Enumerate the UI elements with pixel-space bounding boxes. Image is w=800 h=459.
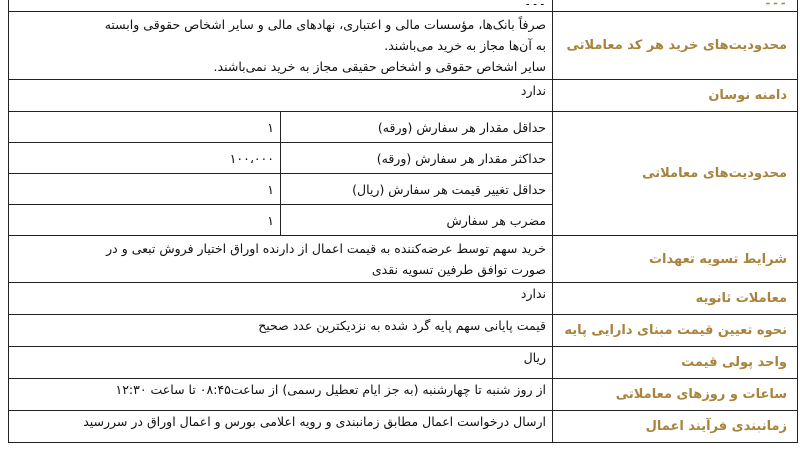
trade-limit-value: ۱۰۰،۰۰۰ (9, 143, 281, 174)
row-value-exercise: ارسال درخواست اعمال مطابق زمانبندی و رویه اعلامی بورس و اعمال اوراق در سررسید (9, 411, 553, 443)
row-value-hours: از روز شنبه تا چهارشنبه (به جز ایام تعطیل رسمی) از ساعت۰۸:۴۵ تا ساعت ۱۲:۳۰ (9, 379, 553, 411)
contract-specs-table (8, 0, 798, 443)
row-secondary (9, 283, 798, 315)
row-top-cutoff (9, 0, 798, 12)
row-label-hours: ساعات و روزهای معاملاتی (553, 379, 798, 411)
trade-limit-name: حداقل تغییر قیمت هر سفارش (ریال) (281, 174, 553, 205)
row-value-fluctuation: ندارد (9, 80, 553, 112)
row-label-base-price: نحوه تعیین قیمت مبنای دارایی پایه (553, 315, 798, 347)
row-base-price (9, 315, 798, 347)
row-value-top: ۔۔۔ (9, 0, 553, 12)
row-label-exercise: زمانبندی فرآیند اعمال (553, 411, 798, 443)
row-fluctuation (9, 80, 798, 112)
buy-limits-line-1: صرفاً بانک‌ها، مؤسسات مالی و اعتباری، نهادهای مالی و سایر اشخاص حقوقی وابسته (104, 17, 546, 32)
row-value-secondary: ندارد (9, 283, 553, 315)
row-label-fluctuation: دامنه نوسان (553, 80, 798, 112)
buy-limits-line-3: سایر اشخاص حقوقی و اشخاص حقیقی مجاز به خرید نمی‌باشند. (213, 59, 546, 74)
row-label-buy-limits: محدودیت‌های خرید هر کد معاملاتی (553, 12, 798, 80)
row-exercise (9, 411, 798, 443)
row-currency (9, 347, 798, 379)
row-label-settlement: شرایط تسویه تعهدات (553, 236, 798, 283)
row-value-buy-limits (9, 12, 553, 80)
trade-limit-name: حداقل مقدار هر سفارش (ورقه) (281, 112, 553, 143)
row-settlement (9, 236, 798, 283)
row-hours (9, 379, 798, 411)
trade-limit-value: ۱ (9, 174, 281, 205)
row-label-currency: واحد پولی قیمت (553, 347, 798, 379)
settlement-line-1: خرید سهم توسط عرضه‌کننده به قیمت اعمال از دارنده اوراق اختیار فروش تبعی و در (106, 241, 546, 256)
trade-limit-value: ۱ (9, 112, 281, 143)
trade-limit-name: مضرب هر سفارش (281, 205, 553, 236)
row-label-top: ۔۔۔ (553, 0, 798, 12)
row-trade-limits-1 (9, 112, 798, 143)
row-value-settlement (9, 236, 553, 283)
trade-limit-name: حداکثر مقدار هر سفارش (ورقه) (281, 143, 553, 174)
row-value-currency: ریال (9, 347, 553, 379)
trade-limit-value: ۱ (9, 205, 281, 236)
settlement-line-2: صورت توافق طرفین تسویه نقدی (371, 262, 546, 277)
row-label-trade-limits: محدودیت‌های معاملاتی (553, 112, 798, 236)
row-value-base-price: قیمت پایانی سهم پایه گرد شده به نزدیکترین عدد صحیح (9, 315, 553, 347)
row-buy-limits (9, 12, 798, 80)
row-label-secondary: معاملات ثانویه (553, 283, 798, 315)
buy-limits-line-2: به آن‌ها مجاز به خرید می‌باشند. (384, 38, 546, 53)
